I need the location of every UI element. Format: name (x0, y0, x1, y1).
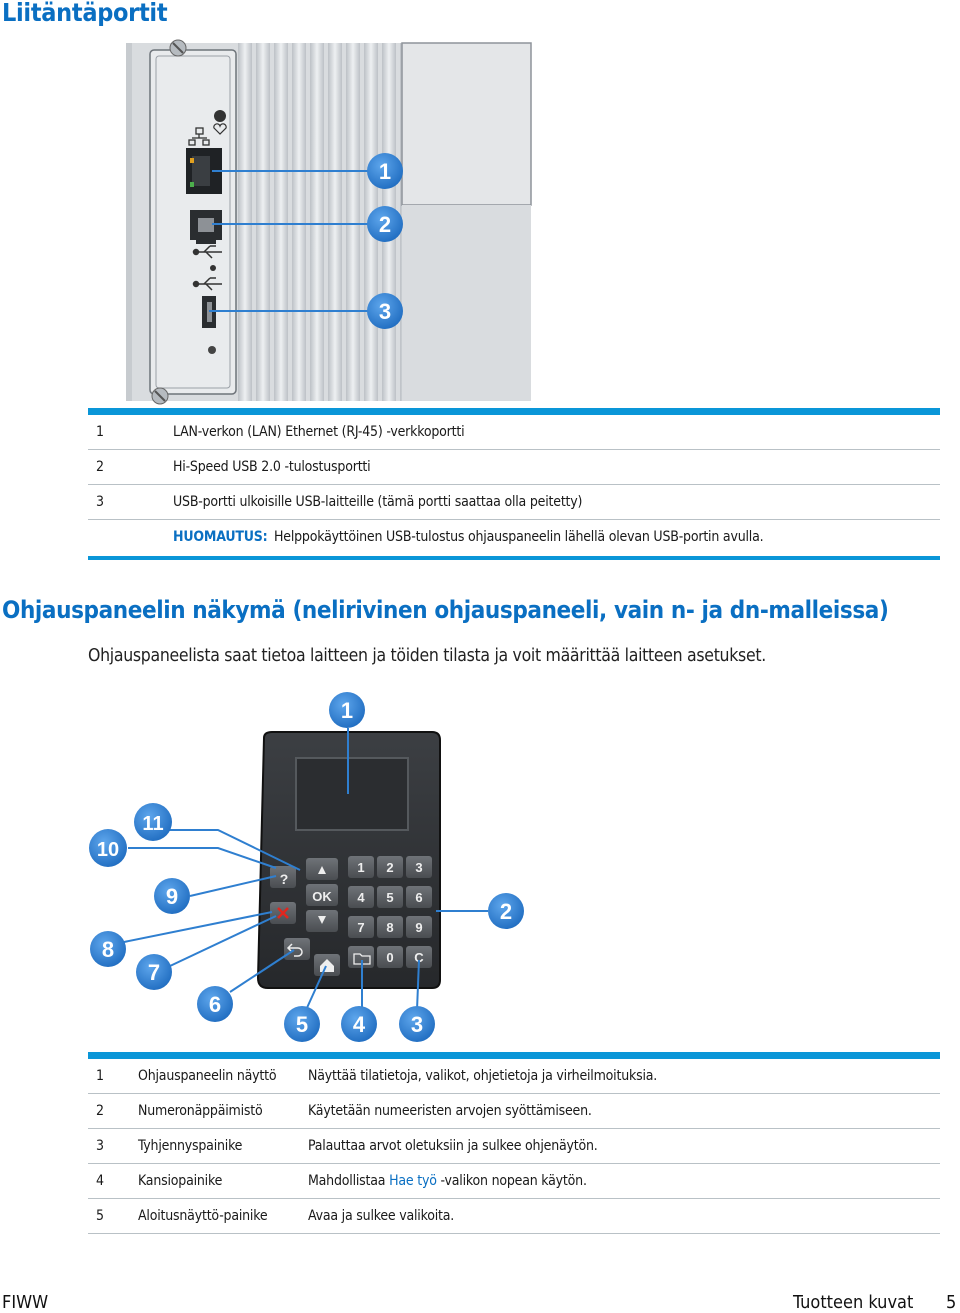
callout-2 (367, 206, 403, 242)
table-row (88, 1059, 940, 1094)
callout-1 (367, 153, 403, 189)
row-number: 3 (96, 1138, 104, 1154)
key-6[interactable] (406, 886, 432, 908)
svg-text:3: 3 (410, 1012, 424, 1037)
ports-figure (0, 0, 960, 410)
row-number: 2 (96, 1103, 104, 1119)
up-arrow-button[interactable] (306, 858, 338, 880)
row-number: 5 (96, 1208, 104, 1224)
row-text: LAN-verkon (LAN) Ethernet (RJ-45) -verkkoportti (173, 424, 465, 440)
row-text: USB-portti ulkoisille USB-laitteille (tämä portti saattaa olla peitetty) (173, 494, 583, 510)
callout-5 (284, 1006, 320, 1042)
ports-table (88, 408, 940, 560)
footer-section: Tuotteen kuvat (793, 1292, 914, 1313)
svg-text:6: 6 (208, 992, 222, 1017)
row-desc: Avaa ja sulkee valikoita. (308, 1208, 455, 1224)
svg-text:4: 4 (352, 1012, 366, 1037)
usb-b-port (190, 210, 222, 244)
control-panel-figure (0, 690, 960, 1052)
callout-3 (399, 1006, 435, 1042)
svg-text:2: 2 (378, 212, 392, 237)
row-text: Hi-Speed USB 2.0 -tulostusportti (173, 459, 371, 475)
screw-icon (170, 40, 186, 56)
svg-text:10: 10 (96, 839, 120, 861)
row-desc-pre: Mahdollistaa (308, 1173, 390, 1189)
key-1[interactable] (348, 856, 374, 878)
row-desc: Käytetään numeeristen arvojen syöttämiseen. (308, 1103, 592, 1119)
footer-left: FIWW (2, 1292, 49, 1313)
note-row (88, 520, 940, 560)
row-number: 2 (96, 459, 104, 475)
svg-text:2: 2 (499, 899, 513, 924)
home-button[interactable] (314, 954, 340, 976)
svg-text:11: 11 (142, 813, 164, 835)
dot-icon (210, 265, 216, 271)
key-0[interactable] (377, 946, 403, 968)
svg-text:9: 9 (415, 920, 423, 935)
svg-text:0: 0 (386, 950, 394, 965)
table-row (88, 485, 940, 520)
key-7[interactable] (348, 916, 374, 938)
key-9[interactable] (406, 916, 432, 938)
table-row (88, 415, 940, 450)
table-row (88, 1164, 940, 1199)
note-text: Helppokäyttöinen USB-tulostus ohjauspaneelin lähellä olevan USB-portin avulla. (274, 529, 764, 545)
back-button[interactable] (284, 938, 310, 960)
svg-text:7: 7 (147, 960, 161, 985)
row-name: Ohjauspaneelin näyttö (138, 1068, 277, 1084)
cancel-button[interactable] (270, 902, 296, 924)
svg-text:2: 2 (386, 860, 394, 875)
row-number: 4 (96, 1173, 104, 1189)
table-row (88, 450, 940, 485)
screw-icon (152, 388, 168, 404)
svg-text:7: 7 (357, 920, 365, 935)
callout-1 (329, 692, 365, 728)
row-desc (308, 1173, 587, 1189)
key-4[interactable] (348, 886, 374, 908)
key-2[interactable] (377, 856, 403, 878)
row-desc: Näyttää tilatietoja, valikot, ohjetietoja ja virheilmoituksia. (308, 1068, 658, 1084)
callout-8 (90, 931, 126, 967)
svg-text:?: ? (279, 871, 289, 887)
svg-text:3: 3 (378, 299, 392, 324)
svg-text:3: 3 (415, 860, 423, 875)
table-top-rule (88, 1052, 940, 1059)
panel-table (88, 1052, 940, 1234)
dot-icon (208, 346, 216, 354)
panel-display (296, 758, 408, 830)
row-desc-post: -valikon nopean käytön. (436, 1173, 587, 1189)
led-icon (214, 110, 226, 122)
table-row (88, 1129, 940, 1164)
page-title: Liitäntäportit (2, 0, 168, 27)
svg-text:5: 5 (386, 890, 394, 905)
svg-text:1: 1 (340, 698, 354, 723)
row-number: 1 (96, 1068, 104, 1084)
table-row (88, 1094, 940, 1129)
table-top-rule (88, 408, 940, 415)
svg-text:OK: OK (312, 889, 332, 904)
svg-text:4: 4 (357, 890, 365, 905)
row-name: Numeronäppäimistö (138, 1103, 263, 1119)
down-arrow-button[interactable] (306, 910, 338, 932)
svg-text:1: 1 (357, 860, 365, 875)
row-number: 3 (96, 494, 104, 510)
key-3[interactable] (406, 856, 432, 878)
svg-text:9: 9 (165, 884, 179, 909)
callout-4 (341, 1006, 377, 1042)
key-5[interactable] (377, 886, 403, 908)
ok-button[interactable] (306, 884, 338, 906)
section-intro: Ohjauspaneelista saat tietoa laitteen ja töiden tilasta ja voit määrittää laitteen asetukset. (88, 646, 766, 666)
callout-2 (488, 893, 524, 929)
row-name: Kansiopainike (138, 1173, 223, 1189)
note-label: HUOMAUTUS: (173, 529, 268, 545)
callout-10 (89, 829, 127, 867)
row-desc: Palauttaa arvot oletuksiin ja sulkee ohjenäytön. (308, 1138, 598, 1154)
row-number: 1 (96, 424, 104, 440)
svg-text:1: 1 (378, 159, 392, 184)
section-title: Ohjauspaneelin näkymä (nelirivinen ohjauspaneeli, vain n- ja dn-malleissa) (2, 596, 889, 624)
row-name: Tyhjennyspainike (138, 1138, 243, 1154)
callout-3 (367, 293, 403, 329)
svg-text:8: 8 (101, 937, 115, 962)
svg-text:C: C (414, 950, 424, 965)
key-8[interactable] (377, 916, 403, 938)
row-name: Aloitusnäyttö-painike (138, 1208, 268, 1224)
table-row (88, 1199, 940, 1234)
hae-tyo-link[interactable]: Hae työ (389, 1173, 437, 1189)
callout-9 (154, 878, 190, 914)
callout-11 (134, 803, 172, 841)
page-number: 5 (946, 1292, 957, 1313)
callout-6 (197, 986, 233, 1022)
svg-text:8: 8 (386, 920, 394, 935)
svg-text:6: 6 (415, 890, 423, 905)
callout-7 (136, 954, 172, 990)
svg-text:5: 5 (295, 1012, 309, 1037)
